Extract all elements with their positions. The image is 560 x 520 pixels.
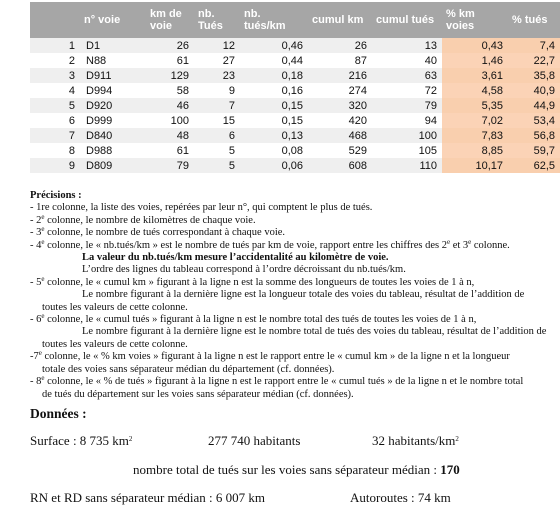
table-cell: 15 [194, 113, 240, 128]
table-cell: 105 [372, 143, 442, 158]
col-km: km de voie [146, 2, 194, 38]
table-cell: 100 [146, 113, 194, 128]
accident-table [30, 2, 560, 173]
col-tues: nb. Tués [194, 2, 240, 38]
col-pct-tues: % tués [508, 2, 560, 38]
table-cell: 7 [30, 128, 80, 143]
table-cell: 48 [146, 128, 194, 143]
table-cell: 79 [372, 98, 442, 113]
table-cell: 320 [308, 98, 372, 113]
table-cell: 8 [30, 143, 80, 158]
table-cell: D809 [80, 158, 146, 173]
table-cell: 27 [194, 53, 240, 68]
col-voie: n° voie [80, 2, 146, 38]
note-line: - 4e colonne, le « nb.tués/km » est le nombre de tués par km de voie, rapport entre les chiffres des 2e et 3e colonne. [30, 237, 510, 251]
table-cell: 0,46 [240, 38, 308, 53]
table-cell: 7,02 [442, 113, 508, 128]
table-cell: 0,06 [240, 158, 308, 173]
note-line: La valeur du nb.tués/km mesure l’accidentalité au kilomètre de voie. [82, 252, 389, 264]
table-cell: 72 [372, 83, 442, 98]
table-cell: 7,4 [508, 38, 560, 53]
table-row [30, 38, 560, 53]
table-cell: 61 [146, 53, 194, 68]
note-line: toutes les valeurs de cette colonne. [42, 338, 188, 350]
table-cell: 608 [308, 158, 372, 173]
table-cell: 6 [30, 113, 80, 128]
table-cell: 216 [308, 68, 372, 83]
rn-rd-length: RN et RD sans séparateur médian : 6 007 km [30, 490, 266, 505]
donnees-title: Données : [30, 406, 87, 421]
table-cell: 22,7 [508, 53, 560, 68]
table-cell: 35,8 [508, 68, 560, 83]
table-cell: 63 [372, 68, 442, 83]
note-line: - 3e colonne, le nombre de tués correspondant à chaque voie. [30, 225, 286, 239]
table-cell: 5,35 [442, 98, 508, 113]
table-cell: 0,08 [240, 143, 308, 158]
table-cell: 0,13 [240, 128, 308, 143]
table-cell: 44,9 [508, 98, 560, 113]
table-cell: 59,7 [508, 143, 560, 158]
table-cell: 5 [30, 98, 80, 113]
table-cell: 274 [308, 83, 372, 98]
table-row [30, 143, 560, 158]
table-cell: D999 [80, 113, 146, 128]
notes-section [30, 190, 560, 401]
note-line: - 2e colonne, le nombre de kilomètres de chaque voie. [30, 212, 256, 226]
table-cell: 100 [372, 128, 442, 143]
table-row [30, 158, 560, 173]
table-cell: 6 [194, 128, 240, 143]
table-cell: 8,85 [442, 143, 508, 158]
table-cell: 79 [146, 158, 194, 173]
table-cell: 0,16 [240, 83, 308, 98]
table-cell: 26 [308, 38, 372, 53]
surface-value: Surface : 8 735 $km^2$ [30, 433, 133, 448]
table-cell: 94 [372, 113, 442, 128]
table-cell: 58 [146, 83, 194, 98]
table-cell: 1,46 [442, 53, 508, 68]
table-row [30, 113, 560, 128]
table-cell: 129 [146, 68, 194, 83]
table-cell: 5 [194, 158, 240, 173]
table-cell: D911 [80, 68, 146, 83]
col-rank [30, 2, 80, 38]
table-cell: 0,15 [240, 98, 308, 113]
table-cell: 13 [372, 38, 442, 53]
note-line: - 1re colonne, la liste des voies, repérées par leur n°, qui comptent le plus de tués. [30, 202, 373, 214]
table-row [30, 53, 560, 68]
note-line: Le nombre figurant à la dernière ligne est la longueur totale des voies du tableau, résultat de l’addition de [82, 289, 525, 301]
note-line: - 6e colonne, le « cumul tués » figurant à la ligne n est le nombre total des tués de toutes les voies de 1 à n, [30, 312, 477, 326]
table-cell: 0,18 [240, 68, 308, 83]
note-line: toutes les valeurs de cette colonne. [42, 301, 188, 313]
table-cell: 61 [146, 143, 194, 158]
density-value: 32 habitants/$km^2$ [372, 433, 459, 448]
total-killed: nombre total de tués sur les voies sans séparateur médian : 170 [133, 462, 460, 477]
table-header-row [30, 2, 560, 38]
table-cell: 7 [194, 98, 240, 113]
col-cumul-km: cumul km [308, 2, 372, 38]
table-cell: 26 [146, 38, 194, 53]
table-cell: D1 [80, 38, 146, 53]
note-line: - 8e colonne, le « % de tués » figurant à la ligne n est le rapport entre le « cumul tués » de la ligne n et le nombre total [30, 374, 524, 388]
table-row [30, 98, 560, 113]
table-cell: 53,4 [508, 113, 560, 128]
table-cell: 2 [30, 53, 80, 68]
col-pct-km: % km voies [442, 2, 508, 38]
table-cell: D840 [80, 128, 146, 143]
table-cell: 468 [308, 128, 372, 143]
table-cell: N88 [80, 53, 146, 68]
table-row [30, 128, 560, 143]
note-line: totale des voies sans séparateur médian du département (cf. données). [42, 363, 335, 375]
table-cell: D994 [80, 83, 146, 98]
table-cell: 3,61 [442, 68, 508, 83]
note-line: L’ordre des lignes du tableau correspond à l’ordre décroissant du nb.tués/km. [82, 264, 406, 276]
table-cell: 9 [194, 83, 240, 98]
table-cell: 4 [30, 83, 80, 98]
table-cell: 1 [30, 38, 80, 53]
table-cell: 0,44 [240, 53, 308, 68]
note-line: de tués du département sur les voies sans séparateur médian (cf. données). [42, 388, 354, 400]
habitants-value: 277 740 habitants [208, 433, 301, 448]
table-cell: 3 [30, 68, 80, 83]
table-cell: 87 [308, 53, 372, 68]
col-cumul-tues: cumul tués [372, 2, 442, 38]
table-cell: 40 [372, 53, 442, 68]
table-cell: 110 [372, 158, 442, 173]
table-cell: 5 [194, 143, 240, 158]
notes-title: Précisions : [30, 190, 82, 201]
table-cell: 7,83 [442, 128, 508, 143]
col-tues-km: nb. tués/km [240, 2, 308, 38]
table-cell: 9 [30, 158, 80, 173]
note-line: - 5e colonne, le « cumul km » figurant à la ligne n est la somme des longueurs de toutes les voies de 1 à n, [30, 274, 475, 288]
table-row [30, 83, 560, 98]
table-cell: D988 [80, 143, 146, 158]
table-cell: 529 [308, 143, 372, 158]
table-cell: 10,17 [442, 158, 508, 173]
table-cell: 12 [194, 38, 240, 53]
table-cell: 23 [194, 68, 240, 83]
table-cell: 420 [308, 113, 372, 128]
table-row [30, 68, 560, 83]
table-cell: D920 [80, 98, 146, 113]
table-cell: 0,43 [442, 38, 508, 53]
table-cell: 46 [146, 98, 194, 113]
note-line: -7e colonne, le « % km voies » figurant à la ligne n est le rapport entre le « cumul km » de la ligne n et la longueur [30, 349, 510, 363]
table-cell: 0,15 [240, 113, 308, 128]
note-line: Le nombre figurant à la dernière ligne est le nombre total de tués des voies du tableau, résultat de l’addition de [82, 326, 547, 338]
autoroutes-length: Autoroutes : 74 km [350, 490, 451, 505]
table-cell: 56,8 [508, 128, 560, 143]
table-cell: 4,58 [442, 83, 508, 98]
table-cell: 62,5 [508, 158, 560, 173]
table-cell: 40,9 [508, 83, 560, 98]
